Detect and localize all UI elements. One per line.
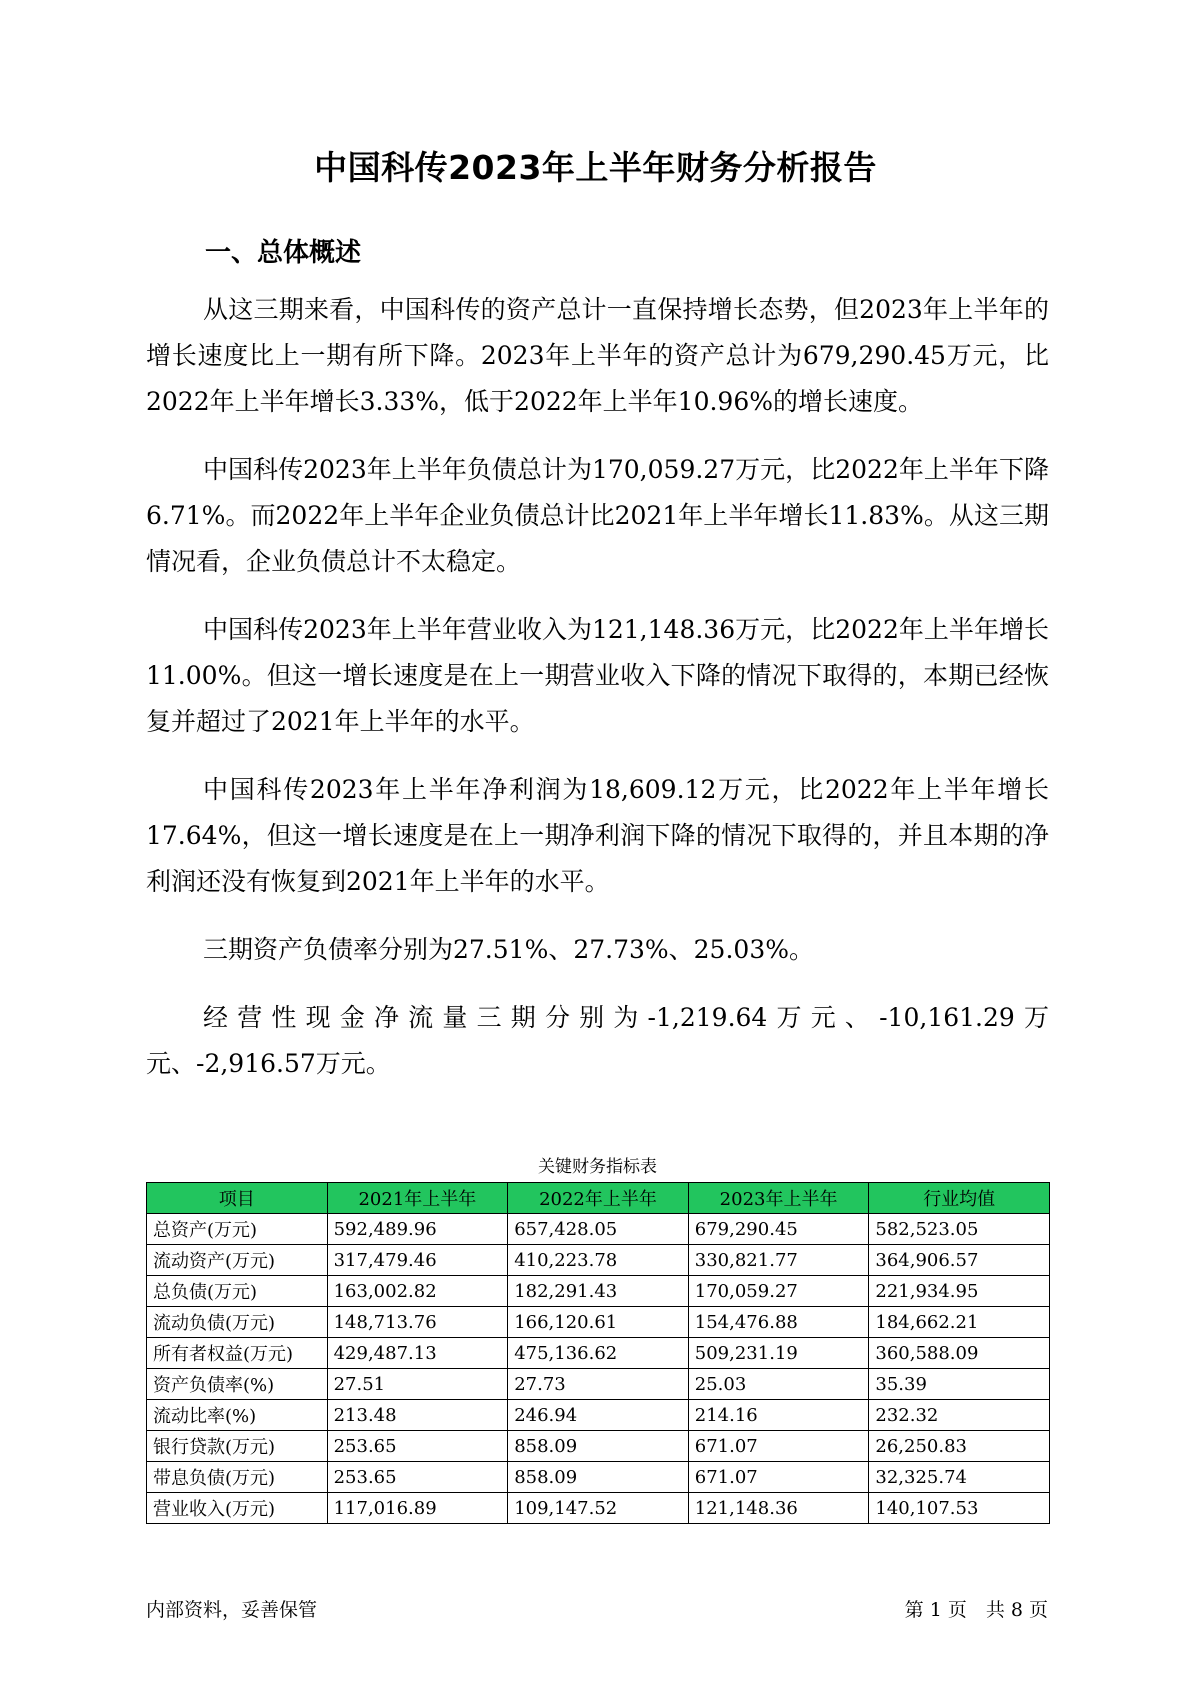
value-cell: 26,250.83: [869, 1431, 1050, 1462]
value-cell: 360,588.09: [869, 1338, 1050, 1369]
row-label-cell: 营业收入(万元): [147, 1493, 328, 1524]
table-row: [147, 1307, 1050, 1338]
key-financial-metrics-table: [146, 1182, 1050, 1524]
value-cell: 429,487.13: [327, 1338, 508, 1369]
table-body: [147, 1214, 1050, 1524]
table-row: [147, 1338, 1050, 1369]
row-label-cell: 带息负债(万元): [147, 1462, 328, 1493]
table-row: [147, 1493, 1050, 1524]
value-cell: 213.48: [327, 1400, 508, 1431]
value-cell: 32,325.74: [869, 1462, 1050, 1493]
column-header: 2021年上半年: [327, 1183, 508, 1214]
value-cell: 317,479.46: [327, 1245, 508, 1276]
row-label-cell: 流动负债(万元): [147, 1307, 328, 1338]
section-heading: 一、总体概述: [205, 238, 362, 268]
value-cell: 163,002.82: [327, 1276, 508, 1307]
value-cell: 232.32: [869, 1400, 1050, 1431]
value-cell: 657,428.05: [508, 1214, 689, 1245]
column-header: 2022年上半年: [508, 1183, 689, 1214]
value-cell: 509,231.19: [688, 1338, 869, 1369]
value-cell: 592,489.96: [327, 1214, 508, 1245]
table-row: [147, 1214, 1050, 1245]
value-cell: 182,291.43: [508, 1276, 689, 1307]
footer-page-number: 第 1 页 共 8 页: [904, 1599, 1048, 1621]
value-cell: 154,476.88: [688, 1307, 869, 1338]
value-cell: 364,906.57: [869, 1245, 1050, 1276]
row-label-cell: 银行贷款(万元): [147, 1431, 328, 1462]
footer-confidential-note: 内部资料，妥善保管: [146, 1599, 318, 1621]
paragraph: 中国科传2023年上半年营业收入为121,148.36万元，比2022年上半年增长11.00%。但这一增长速度是在上一期营业收入下降的情况下取得的，本期已经恢复并超过了2021年上半年的水平。: [146, 615, 1049, 736]
value-cell: 410,223.78: [508, 1245, 689, 1276]
value-cell: 253.65: [327, 1462, 508, 1493]
value-cell: 166,120.61: [508, 1307, 689, 1338]
paragraph: 经营性现金净流量三期分别为-1,219.64万元、-10,161.29万元、-2,916.57万元。: [146, 1003, 1049, 1078]
value-cell: 475,136.62: [508, 1338, 689, 1369]
value-cell: 27.73: [508, 1369, 689, 1400]
row-label-cell: 流动资产(万元): [147, 1245, 328, 1276]
value-cell: 858.09: [508, 1462, 689, 1493]
paragraph: 中国科传2023年上半年净利润为18,609.12万元，比2022年上半年增长17.64%，但这一增长速度是在上一期净利润下降的情况下取得的，并且本期的净利润还没有恢复到2021年上半年的水平。: [146, 775, 1049, 896]
table-row: [147, 1431, 1050, 1462]
page-title: 中国科传2023年上半年财务分析报告: [314, 148, 877, 187]
value-cell: 221,934.95: [869, 1276, 1050, 1307]
table-header-row: [147, 1183, 1050, 1214]
table-row: [147, 1276, 1050, 1307]
table-row: [147, 1369, 1050, 1400]
paragraph: 从这三期来看，中国科传的资产总计一直保持增长态势，但2023年上半年的增长速度比上一期有所下降。2023年上半年的资产总计为679,290.45万元，比2022年上半年增长3.33%，低于2022年上半年10.96%的增长速度。: [146, 295, 1049, 416]
value-cell: 25.03: [688, 1369, 869, 1400]
row-label-cell: 总负债(万元): [147, 1276, 328, 1307]
value-cell: 140,107.53: [869, 1493, 1050, 1524]
table-caption: 关键财务指标表: [538, 1157, 657, 1177]
column-header: 行业均值: [869, 1183, 1050, 1214]
value-cell: 253.65: [327, 1431, 508, 1462]
row-label-cell: 流动比率(%): [147, 1400, 328, 1431]
value-cell: 679,290.45: [688, 1214, 869, 1245]
value-cell: 121,148.36: [688, 1493, 869, 1524]
table-row: [147, 1400, 1050, 1431]
value-cell: 35.39: [869, 1369, 1050, 1400]
value-cell: 582,523.05: [869, 1214, 1050, 1245]
paragraph: 中国科传2023年上半年负债总计为170,059.27万元，比2022年上半年下降6.71%。而2022年上半年企业负债总计比2021年上半年增长11.83%。从这三期情况看，企业负债总计不太稳定。: [146, 455, 1049, 576]
value-cell: 148,713.76: [327, 1307, 508, 1338]
row-label-cell: 资产负债率(%): [147, 1369, 328, 1400]
value-cell: 184,662.21: [869, 1307, 1050, 1338]
value-cell: 170,059.27: [688, 1276, 869, 1307]
table-row: [147, 1245, 1050, 1276]
report-body: [146, 287, 1049, 1109]
value-cell: 671.07: [688, 1462, 869, 1493]
value-cell: 330,821.77: [688, 1245, 869, 1276]
row-label-cell: 总资产(万元): [147, 1214, 328, 1245]
value-cell: 214.16: [688, 1400, 869, 1431]
value-cell: 671.07: [688, 1431, 869, 1462]
value-cell: 858.09: [508, 1431, 689, 1462]
paragraph: 三期资产负债率分别为27.51%、27.73%、25.03%。: [203, 935, 814, 964]
value-cell: 246.94: [508, 1400, 689, 1431]
value-cell: 109,147.52: [508, 1493, 689, 1524]
row-label-cell: 所有者权益(万元): [147, 1338, 328, 1369]
value-cell: 27.51: [327, 1369, 508, 1400]
column-header: 2023年上半年: [688, 1183, 869, 1214]
table-row: [147, 1462, 1050, 1493]
value-cell: 117,016.89: [327, 1493, 508, 1524]
column-header: 项目: [147, 1183, 328, 1214]
